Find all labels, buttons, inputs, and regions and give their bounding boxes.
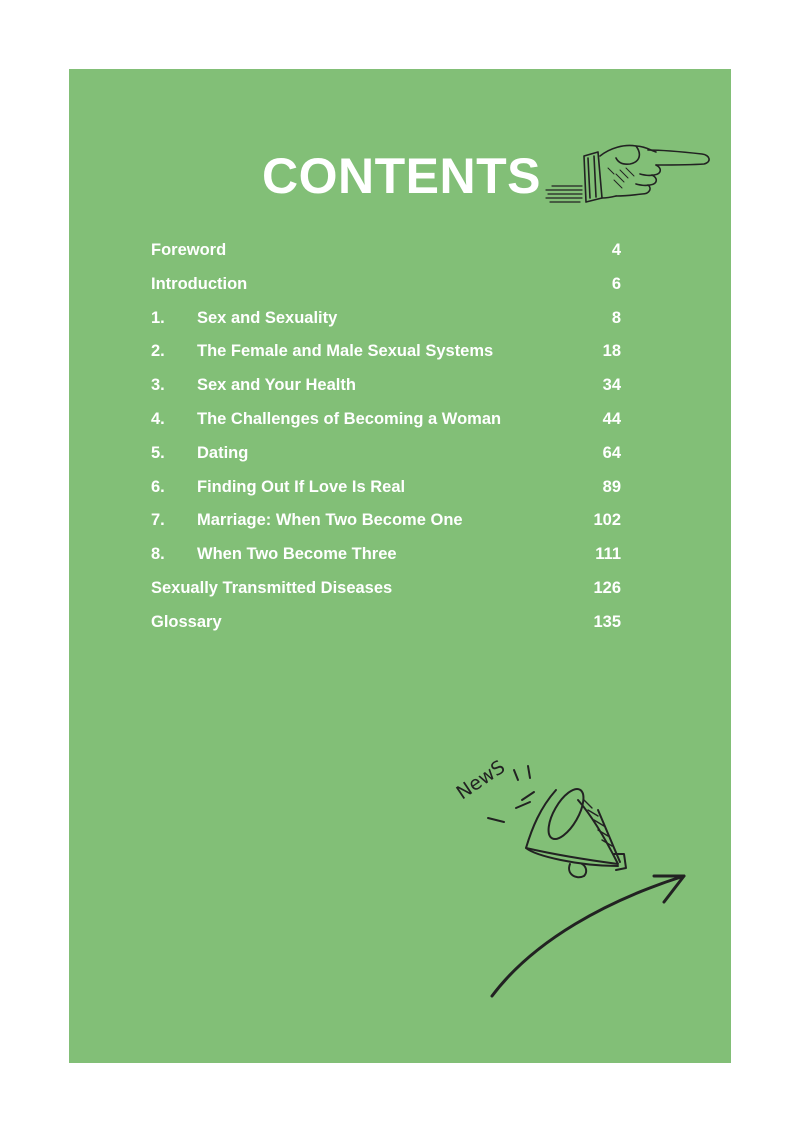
toc-entry-page: 135 (593, 612, 621, 631)
toc-entry-title: Sexually Transmitted Diseases (151, 578, 393, 597)
toc-entry-title: Sex and Sexuality (197, 308, 338, 327)
toc-entry-number: 1. (151, 308, 165, 327)
toc-entry-chapter-5[interactable] (151, 437, 621, 471)
toc-entry-page: 102 (593, 511, 621, 530)
toc-entry-title: Marriage: When Two Become One (197, 511, 463, 530)
toc-entry-title: Dating (197, 443, 249, 462)
page-title: CONTENTS (262, 148, 541, 204)
toc-entry-title: Introduction (151, 274, 248, 293)
toc-entry-sexually-transmitted-diseases[interactable] (151, 572, 621, 606)
toc-entry-page: 18 (602, 342, 621, 361)
toc-entry-page: 111 (595, 545, 621, 564)
toc-entry-number: 6. (151, 477, 165, 496)
toc-entry-chapter-4[interactable] (151, 403, 621, 437)
toc-entry-title: Foreword (151, 241, 227, 259)
toc-entry-title: The Challenges of Becoming a Woman (197, 409, 502, 428)
toc-entry-chapter-8[interactable] (151, 538, 621, 572)
toc-entry-page: 89 (602, 477, 621, 496)
toc-entry-glossary[interactable] (151, 606, 621, 640)
curved-arrow-icon (492, 876, 684, 996)
toc-entry-number: 4. (151, 409, 165, 428)
toc-entry-page: 8 (611, 308, 621, 327)
toc-entry-title: The Female and Male Sexual Systems (197, 342, 494, 361)
megaphone-illustration (448, 730, 708, 1010)
toc-entry-title: Glossary (151, 612, 222, 631)
toc-entry-chapter-1[interactable] (151, 302, 621, 336)
toc-entry-number: 8. (151, 545, 165, 564)
toc-entry-title: When Two Become Three (197, 545, 397, 564)
toc-entry-page: 6 (611, 274, 621, 293)
toc-entry-chapter-7[interactable] (151, 504, 621, 538)
toc-entry-introduction[interactable] (151, 268, 621, 302)
toc-entry-number: 7. (151, 511, 165, 530)
toc-entry-chapter-2[interactable] (151, 335, 621, 369)
toc-entry-number: 5. (151, 443, 165, 462)
news-label: NewS (452, 755, 510, 805)
toc-entry-page: 126 (593, 578, 621, 597)
toc-entry-page: 64 (602, 443, 621, 462)
toc-entry-title: Sex and Your Health (197, 376, 356, 395)
toc-entry-title: Finding Out If Love Is Real (197, 477, 406, 496)
toc-entry-number: 2. (151, 342, 165, 361)
toc-entry-foreword[interactable] (151, 234, 621, 268)
toc-entry-page: 34 (602, 376, 621, 395)
toc-entry-number: 3. (151, 376, 165, 395)
toc-entry-chapter-6[interactable] (151, 471, 621, 505)
toc-entry-page: 4 (611, 241, 621, 259)
toc-entry-chapter-3[interactable] (151, 369, 621, 403)
pointing-hand-icon (544, 140, 716, 206)
table-of-contents (151, 234, 621, 640)
megaphone-icon (526, 784, 626, 878)
toc-entry-page: 44 (602, 409, 621, 428)
